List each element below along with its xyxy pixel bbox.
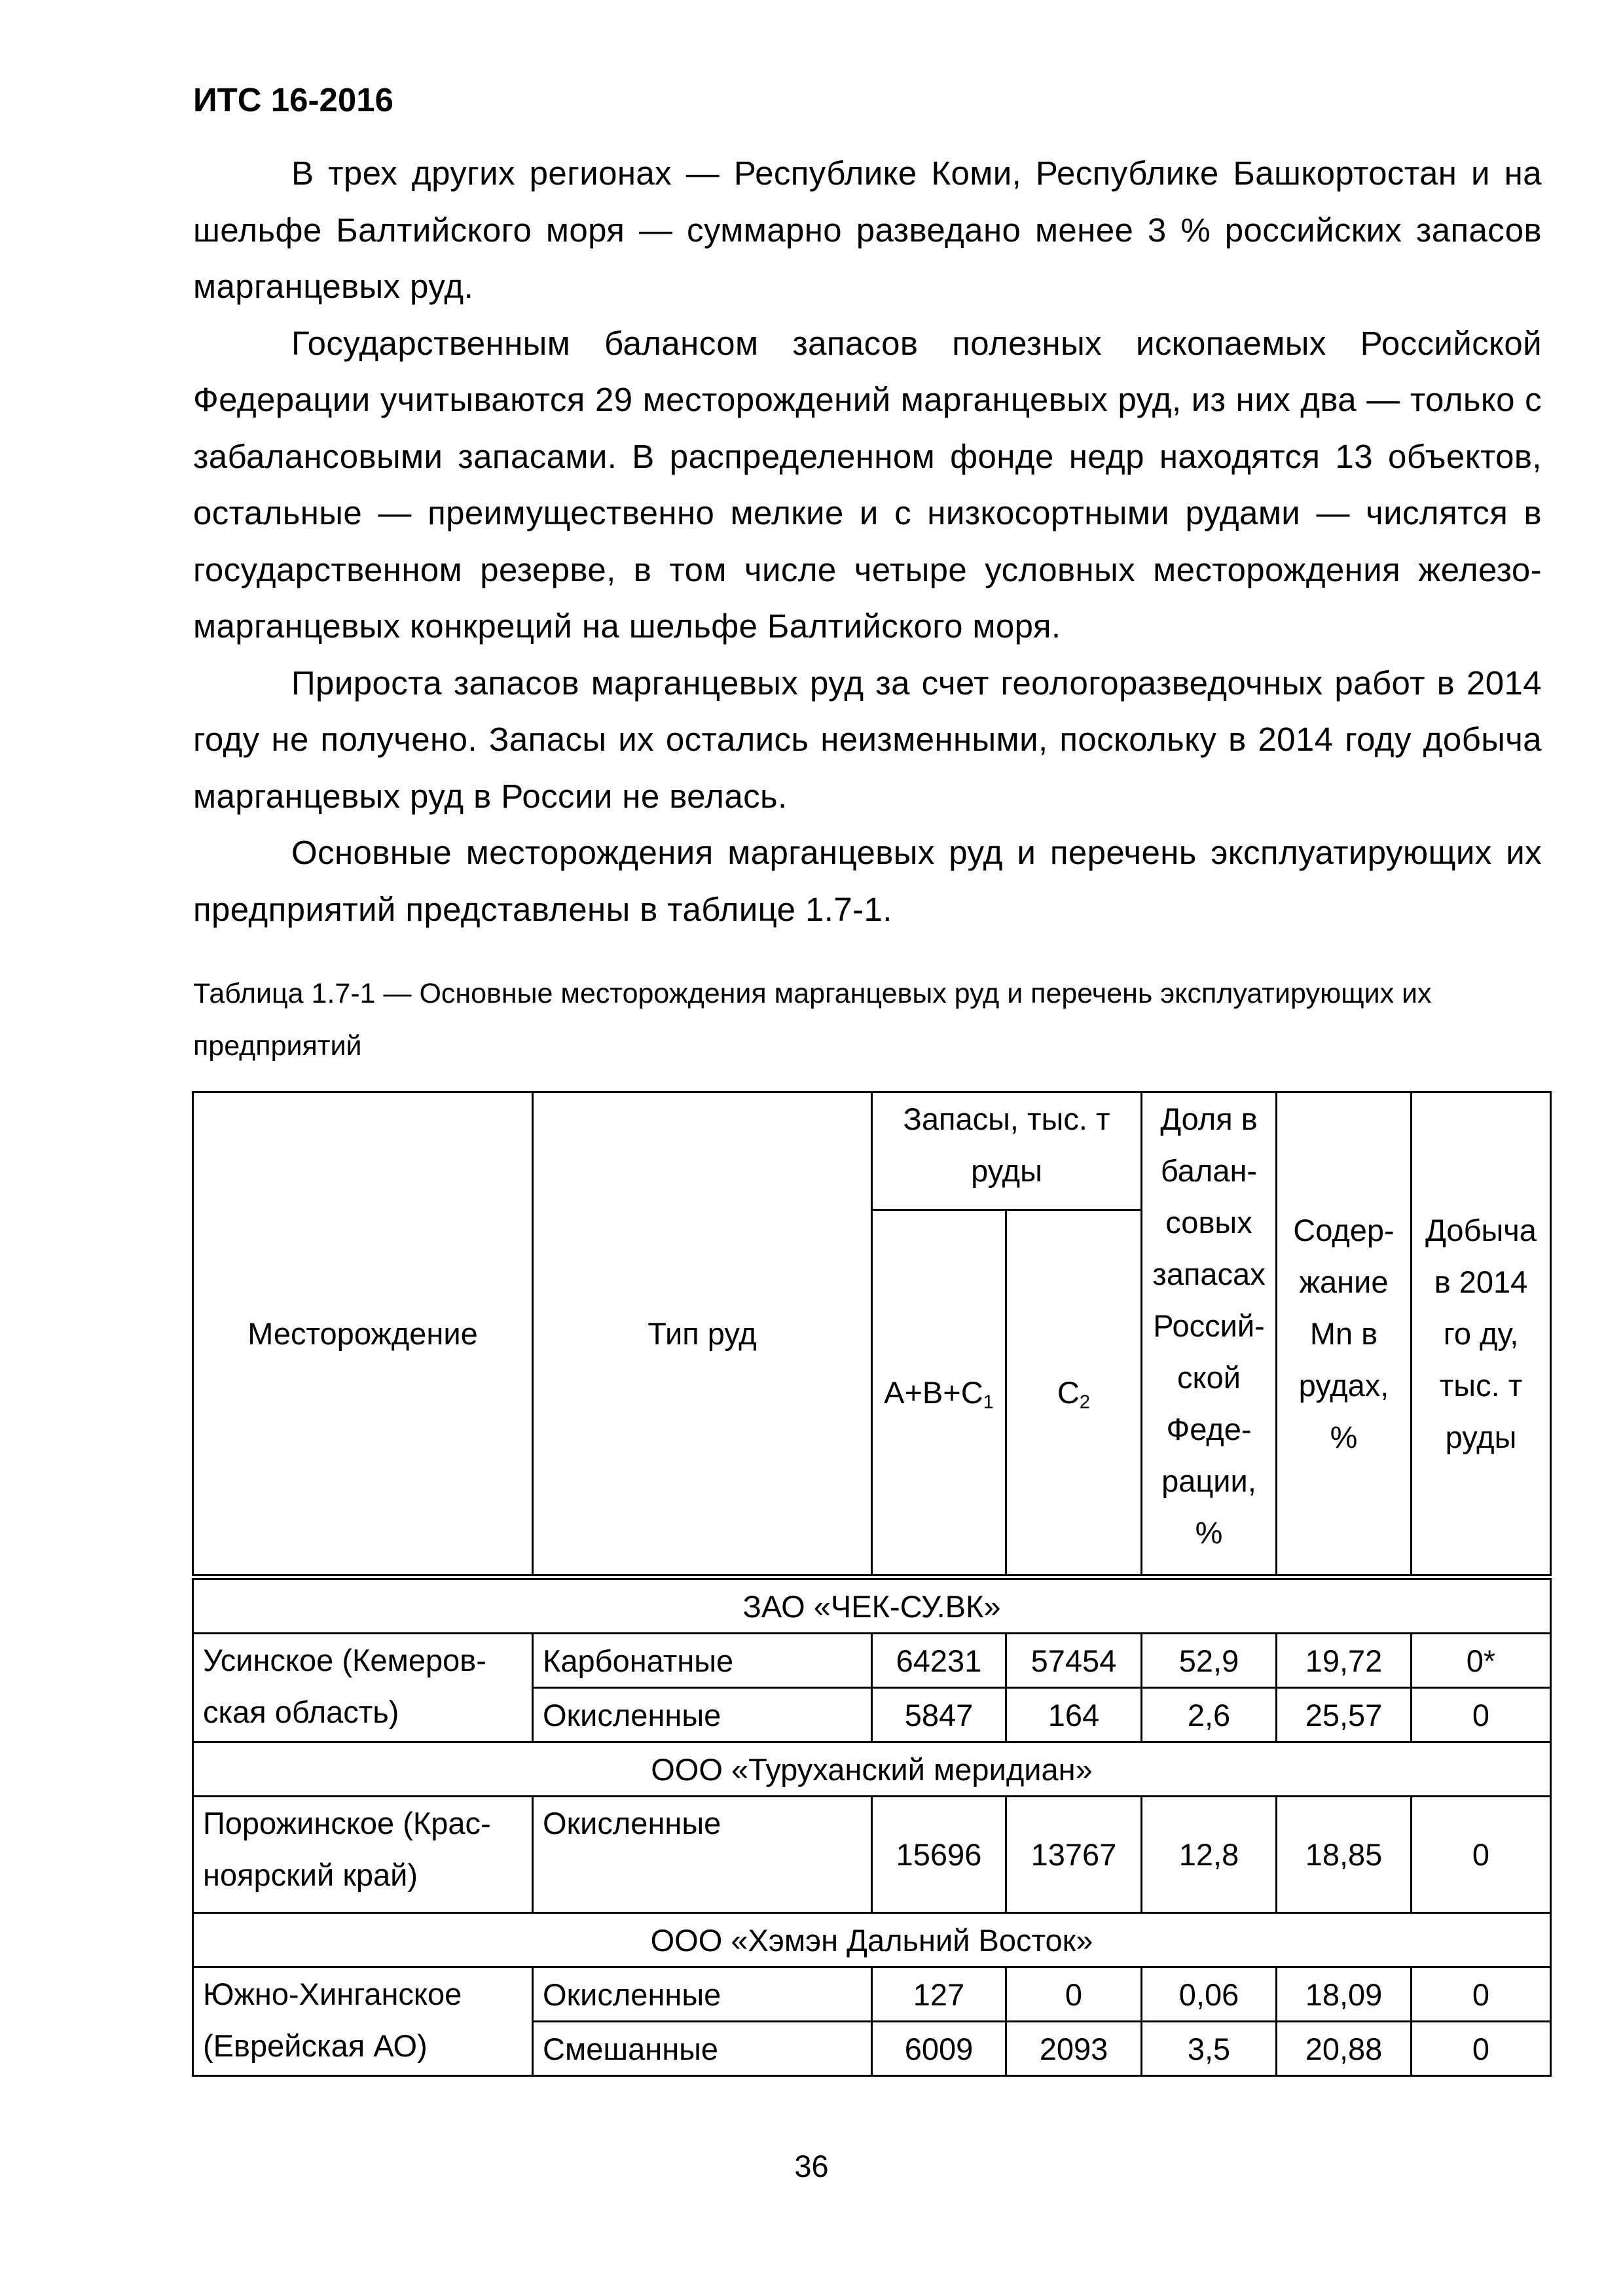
reserves-abc1: 6009 bbox=[872, 2022, 1006, 2076]
header-deposit: Месторождение bbox=[193, 1092, 533, 1577]
reserves-abc1: 15696 bbox=[872, 1797, 1006, 1913]
production-value: 0 bbox=[1412, 1797, 1551, 1913]
share-value: 52,9 bbox=[1142, 1634, 1277, 1688]
company-row: ООО «Туруханский меридиан» bbox=[193, 1742, 1551, 1797]
reserves-c2: 0 bbox=[1006, 1967, 1142, 2022]
ore-type: Смешанные bbox=[533, 2022, 872, 2076]
header-mn-content: Содержание Mn в рудах, % bbox=[1277, 1092, 1412, 1577]
reserves-abc1: 127 bbox=[872, 1967, 1006, 2022]
company-row: ЗАО «ЧЕК-СУ.ВК» bbox=[193, 1577, 1551, 1634]
paragraph: Государственным балансом запасов полезных ископаемых Российской Федерации учитываются 29 месторождений марганцевых руд, из них два — только с забалансовыми запасами. В распределенном фонде недр находятся 13 объектов, остальные — преимущественно мелкие и с низкосортными рудами — числятся в государственном резерве, в том числе четыре условных месторождения железо-марганцевых конкреций на шельфе Балтийского моря. bbox=[193, 324, 1542, 645]
paragraph: Основные месторождения марганцевых руд и перечень эксплуатирующих их предприятий представлены в таблице 1.7-1. bbox=[193, 834, 1542, 928]
production-value: 0 bbox=[1412, 1688, 1551, 1742]
deposit-name: Южно-Хинганское (Еврейская АО) bbox=[193, 1967, 533, 2076]
mn-content-value: 18,09 bbox=[1277, 1967, 1412, 2022]
header-abc1: $А+В+С_1$ bbox=[872, 1210, 1006, 1577]
manganese-deposits-table bbox=[192, 1091, 1552, 2077]
document-code: ИТС 16-2016 bbox=[193, 81, 393, 118]
ore-type: Карбонатные bbox=[533, 1634, 872, 1688]
mn-content-value: 20,88 bbox=[1277, 2022, 1412, 2076]
reserves-abc1: 5847 bbox=[872, 1688, 1006, 1742]
body-text bbox=[193, 145, 1542, 938]
header-ore-type: Тип руд bbox=[533, 1092, 872, 1577]
reserves-c2: 57454 bbox=[1006, 1634, 1142, 1688]
deposit-name: Усинское (Кемеровская область) bbox=[193, 1634, 533, 1742]
header-share: Доля в балансовых запасах Российской Федерации, % bbox=[1142, 1092, 1277, 1577]
mn-content-value: 25,57 bbox=[1277, 1688, 1412, 1742]
reserves-c2: 164 bbox=[1006, 1688, 1142, 1742]
paragraph: В трех других регионах — Республике Коми, Республике Башкортостан и на шельфе Балтийского моря — суммарно разведано менее 3 % российских запасов марганцевых руд. bbox=[193, 154, 1542, 305]
header-c2: $С_2$ bbox=[1006, 1210, 1142, 1577]
deposit-name: Порожинское (Красноярский край) bbox=[193, 1797, 533, 1913]
ore-type: Окисленные bbox=[533, 1688, 872, 1742]
ore-type: Окисленные bbox=[533, 1797, 872, 1913]
share-value: 2,6 bbox=[1142, 1688, 1277, 1742]
reserves-abc1: 64231 bbox=[872, 1634, 1006, 1688]
share-value: 3,5 bbox=[1142, 2022, 1277, 2076]
reserves-c2: 13767 bbox=[1006, 1797, 1142, 1913]
share-value: 12,8 bbox=[1142, 1797, 1277, 1913]
production-value: 0* bbox=[1412, 1634, 1551, 1688]
header-production-2014: Добыча в 2014 го ду, тыс. т руды bbox=[1412, 1092, 1551, 1577]
ore-type: Окисленные bbox=[533, 1967, 872, 2022]
mn-content-value: 19,72 bbox=[1277, 1634, 1412, 1688]
page-number: 36 bbox=[794, 2149, 829, 2183]
header-reserves: Запасы, тыс. т руды bbox=[872, 1092, 1142, 1210]
company-row: ООО «Хэмэн Дальний Восток» bbox=[193, 1913, 1551, 1967]
share-value: 0,06 bbox=[1142, 1967, 1277, 2022]
mn-content-value: 18,85 bbox=[1277, 1797, 1412, 1913]
table-caption: Таблица 1.7-1 — Основные месторождения марганцевых руд и перечень эксплуатирующих их предприятий bbox=[193, 978, 1432, 1062]
paragraph: Прироста запасов марганцевых руд за счет геологоразведочных работ в 2014 году не получено. Запасы их остались неизменными, поскольку в 2014 году добыча марганцевых руд в России не велась. bbox=[193, 664, 1542, 815]
reserves-c2: 2093 bbox=[1006, 2022, 1142, 2076]
production-value: 0 bbox=[1412, 2022, 1551, 2076]
production-value: 0 bbox=[1412, 1967, 1551, 2022]
